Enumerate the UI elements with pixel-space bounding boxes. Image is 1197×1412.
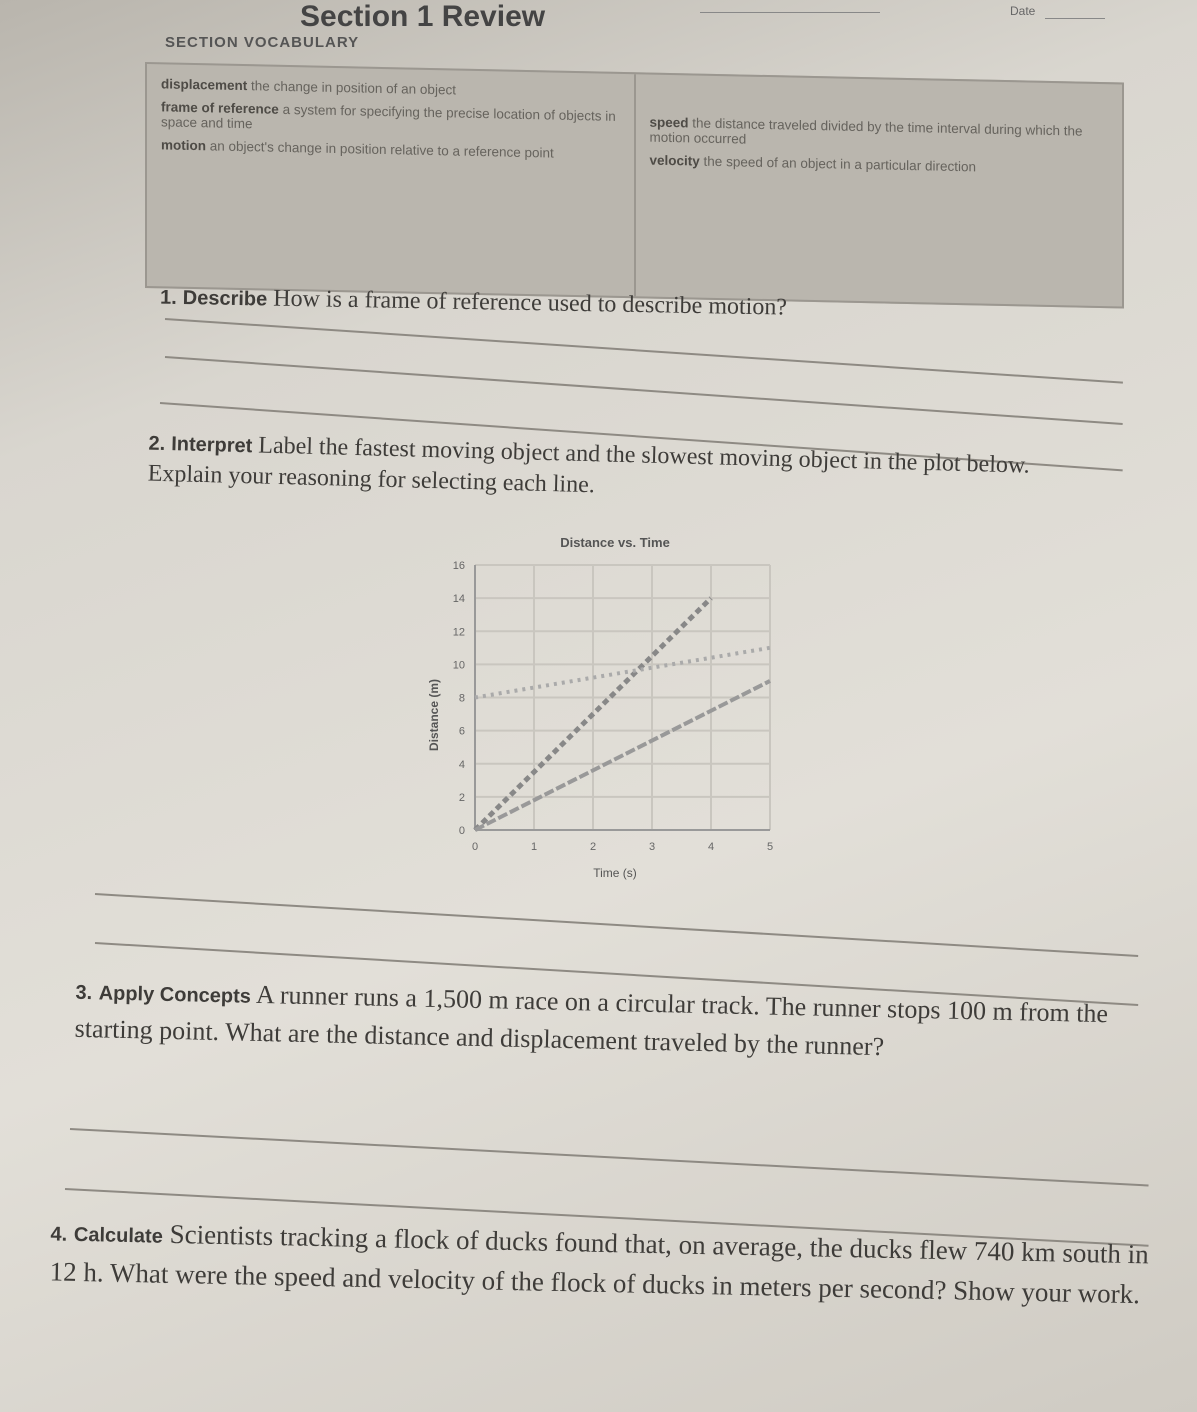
term-name: motion (161, 137, 206, 154)
term-definition: the distance traveled divided by the time interval during which the motion occurred (649, 115, 1083, 147)
series-line-B (475, 648, 770, 698)
y-tick-label: 6 (458, 725, 465, 738)
section-title: Section 1 Review (300, 0, 546, 33)
x-tick-label: 5 (766, 841, 774, 853)
term-name: displacement (161, 76, 248, 94)
x-tick-label: 1 (530, 841, 538, 853)
series-line-C (475, 681, 770, 830)
vocabulary-left (147, 64, 636, 296)
y-tick-label: 12 (452, 626, 465, 639)
q-skill: Interpret (170, 433, 253, 458)
vocabulary-title: SECTION VOCABULARY (165, 34, 360, 51)
y-tick-label: 10 (452, 659, 465, 672)
date-line (1045, 18, 1105, 19)
vocab-term (161, 137, 620, 162)
y-tick-label: 14 (452, 593, 465, 606)
y-tick-label: 0 (458, 825, 465, 837)
distance-time-chart (420, 525, 800, 895)
question-3 (74, 973, 1150, 1071)
vocab-term (650, 115, 1109, 155)
q-skill: Apply Concepts (98, 982, 252, 1008)
vocab-term (161, 76, 620, 101)
date-label: Date (1010, 4, 1036, 18)
y-axis-label: Distance (m) (427, 678, 441, 752)
term-definition: an object's change in position relative to a reference point (209, 138, 554, 161)
q-number: 4. (50, 1223, 68, 1246)
vocabulary-right (636, 74, 1123, 306)
question-4 (49, 1213, 1160, 1313)
q-text: Scientists tracking a flock of ducks found that, on average, the ducks flew 740 km south in 12 h. What were the speed and velocity of the flock of ducks in meters per second? Show your work. (49, 1218, 1150, 1310)
answer-line[interactable] (95, 893, 1138, 957)
vocabulary-box (145, 62, 1124, 309)
x-tick-label: 0 (471, 841, 479, 853)
term-definition: the change in position of an object (251, 78, 456, 98)
name-line (700, 12, 880, 13)
q-number: 3. (75, 981, 93, 1005)
y-tick-label: 16 (452, 560, 465, 572)
answer-line[interactable] (165, 356, 1123, 425)
answer-line[interactable] (70, 1128, 1149, 1187)
q-skill: Calculate (73, 1223, 164, 1248)
q-text: Label the fastest moving object and the slowest moving object in the plot below. Explain your reasoning for selecting each line. (147, 432, 1031, 499)
plot-area (453, 560, 773, 853)
x-tick-label: 3 (648, 841, 656, 853)
y-tick-label: 4 (458, 758, 465, 771)
y-tick-label: 2 (458, 791, 465, 804)
q-text: A runner runs a 1,500 m race on a circular track. The runner stops 100 m from the starting point. What are the distance and displacement traveled by the runner? (74, 979, 1109, 1062)
question-2 (147, 428, 1098, 514)
vocab-term (650, 153, 1109, 178)
term-definition: the speed of an object in a particular direction (703, 153, 976, 175)
q-number: 1. (159, 286, 177, 309)
term-name: speed (649, 114, 689, 131)
q-skill: Describe (182, 287, 268, 311)
q-text: How is a frame of reference used to describe motion? (273, 285, 788, 321)
y-tick-label: 8 (458, 692, 465, 705)
term-name: velocity (649, 152, 700, 169)
vocab-term (161, 99, 620, 139)
term-name: frame of reference (161, 99, 279, 117)
x-tick-label: 4 (707, 841, 715, 853)
x-axis-label: Time (s) (593, 866, 637, 880)
term-definition: a system for specifying the precise location of objects in space and time (161, 101, 616, 132)
answer-line[interactable] (165, 318, 1123, 384)
chart-title: Distance vs. Time (560, 535, 670, 550)
x-tick-label: 2 (589, 841, 597, 853)
q-number: 2. (148, 432, 166, 456)
